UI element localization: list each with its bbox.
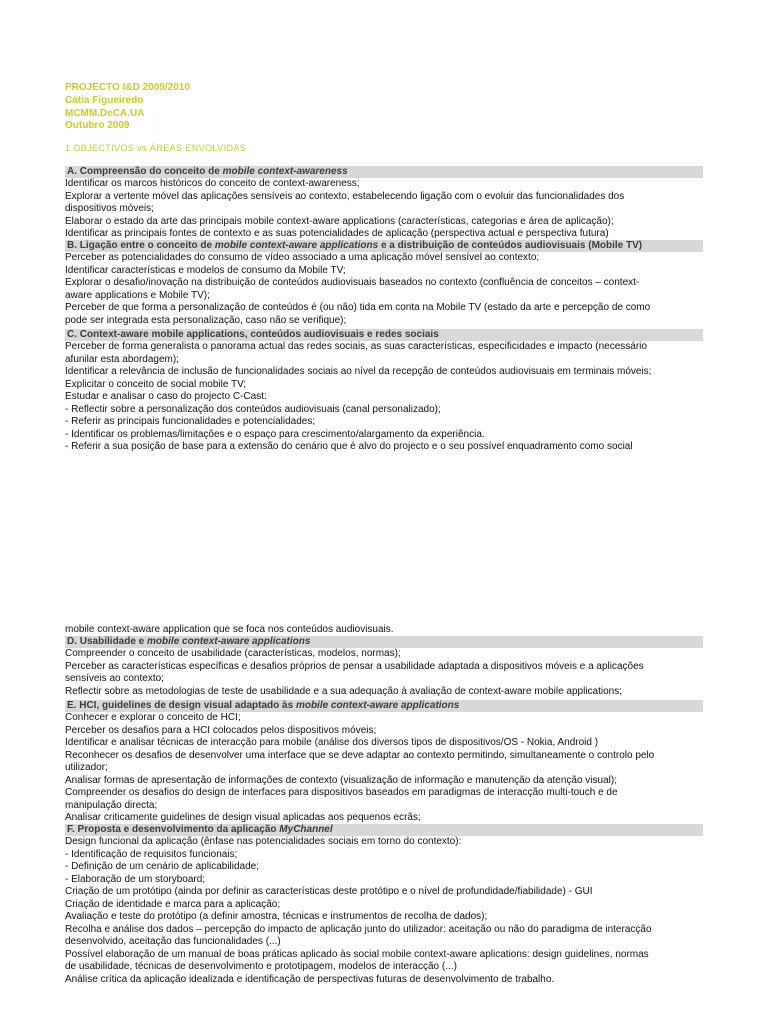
list-item: Perceber os desafios para a HCI colocados pelos dispositivos móveis; [65, 724, 377, 736]
project-title: PROJECTO I&D 2009/2010 [65, 82, 190, 93]
list-item: Explicitar o conceito de social mobile TV; [65, 378, 247, 390]
section-b-title: B. Ligação entre o conceito de mobile context-aware applications e a distribuição de conteúdos audiovisuais (Mobile TV) [65, 240, 703, 252]
section-c-title: C. Context-aware mobile applications, conteúdos audiovisuais e redes sociais [65, 329, 703, 341]
list-item: Perceber as potencialidades do consumo de vídeo associado a uma aplicação móvel sensível ao contexto; [65, 252, 540, 263]
section-d-title: D. Usabilidade e mobile context-aware applications [65, 636, 703, 648]
list-item: pode ser integrada esta personalização, caso não se verifique); [65, 314, 347, 326]
list-item: Reflectir sobre as metodologias de teste de usabilidade e a sua adequação à avaliação de context-aware mobile applications; [65, 685, 623, 697]
section-b-body [65, 252, 703, 327]
list-item: desenvolvido, aceitação das funcionalidades (...) [65, 936, 281, 947]
list-item: Identificar os marcos históricos do conceito de context-awareness; [65, 178, 360, 189]
section-e [65, 700, 703, 825]
section-a [65, 166, 703, 241]
list-item: Análise crítica da aplicação idealizada e identificação de perspectivas futuras de desenvolvimento de trabalho. [65, 973, 555, 985]
list-item: Compreender os desafios do design de interfaces para dispositivos baseados em paradigmas de interacção multi-touch e de [65, 787, 618, 798]
section-f [65, 824, 703, 986]
list-item: sensíveis ao contexto; [65, 673, 164, 684]
list-item: Criação de identidade e marca para a aplicação; [65, 898, 281, 910]
list-item: - Elaboração de um storyboard; [65, 873, 206, 885]
list-item: dispositivos móveis; [65, 203, 154, 214]
list-item: Identificar a relevância de inclusão de funcionalidades sociais ao nível da recepção de conteúdos audiovisuais em terminais móveis; [65, 366, 652, 377]
list-item: de usabilidade, técnicas de desenvolvimento e prototipagem, modelos de interacção (...) [65, 961, 457, 972]
list-item: afunilar esta abordagem); [65, 353, 179, 365]
list-item: Reconhecer os desafios de desenvolver uma interface que se deve adaptar ao contexto permitindo, simultaneamente o controlo pelo [65, 749, 655, 761]
list-item: Perceber de que forma a personalização de conteúdos é (ou não) tida em conta na Mobile TV (estado da arte e percepção de como [65, 302, 651, 313]
section-a-title: A. Compreensão do conceito de mobile context-awareness [65, 166, 703, 178]
list-item: Recolha e análise dos dados – percepção do impacto de aplicação junto do utilizador: aceitação ou não do paradigma de interacção [65, 923, 652, 935]
section-a-body [65, 178, 703, 241]
list-item: Identificar e analisar técnicas de interacção para mobile (análise dos diversos tipos de dispositivos/OS - Nokia, Android ) [65, 737, 599, 748]
list-item: Avaliação e teste do protótipo (a definir amostra, técnicas e instrumentos de recolha de dados); [65, 911, 488, 922]
list-item: manipulação directa; [65, 799, 158, 811]
section-c-continuation [65, 624, 703, 637]
list-item: Analisar formas de apresentação de informações de contexto (visualização de informação e manutenção da atenção visual); [65, 774, 617, 786]
list-item: Identificar as principais fontes de contexto e as suas potencialidades de aplicação (perspectiva actual e perspectiva futura) [65, 228, 609, 239]
section-e-body [65, 712, 703, 825]
list-item: Analisar criticamente guidelines de design visual aplicadas aos pequenos ecrãs; [65, 812, 421, 823]
list-item: Elaborar o estado da arte das principais mobile context-aware applications (características, categorias e área de aplicação); [65, 215, 614, 227]
section-f-body [65, 836, 703, 986]
program-name: MCMM.DeCA.UA [65, 108, 145, 119]
list-item: Explorar a vertente móvel das aplicações sensíveis ao contexto, estabelecendo ligação com o evoluir das funcionalidades dos [65, 190, 625, 202]
list-item: mobile context-aware application que se foca nos conteúdos audiovisuais. [65, 624, 394, 635]
list-item: - Referir a sua posição de base para a extensão do cenário que é alvo do projecto e o seu possível enquadramento como social [65, 441, 633, 452]
section-f-title: F. Proposta e desenvolvimento da aplicação MyChannel [65, 824, 703, 836]
list-item: Perceber as características específicas e desafios próprios de pensar a usabilidade adaptada a dispositivos móveis e a aplicações [65, 660, 644, 672]
objectives-title: 1 OBJECTIVOS vs ÁREAS ENVOLVIDAS [65, 143, 247, 153]
list-item: Criação de um protótipo (ainda por definir as características deste protótipo e o nível de profundidade/fiabilidade) - GUI [65, 886, 593, 897]
section-e-title: E. HCI, guidelines de design visual adaptado às mobile context-aware applications [65, 700, 703, 712]
list-item: Design funcional da aplicação (ênfase nas potencialidades sociais em torno do contexto): [65, 836, 462, 847]
list-item: - Reflectir sobre a personalização dos conteúdos audiovisuais (canal personalizado); [65, 403, 441, 415]
list-item: - Definição de um cenário de aplicabilidade; [65, 861, 260, 872]
section-c [65, 329, 703, 454]
author-name: Cátia Figueiredo [65, 95, 144, 106]
section-d [65, 636, 703, 698]
section-b [65, 240, 703, 327]
list-item: Possível elaboração de um manual de boas práticas aplicado às social mobile context-aware aplications: design guidelines, normas [65, 948, 649, 960]
list-item: Perceber de forma generalista o panorama actual das redes sociais, as suas características, especificidades e impacto (necessário [65, 341, 647, 352]
list-item: - Referir as principais funcionalidades e potencialidades; [65, 416, 316, 427]
section-d-body [65, 648, 703, 698]
list-item: Conhecer e explorar o conceito de HCI; [65, 712, 241, 723]
document-date: Outubro 2009 [65, 120, 130, 131]
list-item: Explorar o desafio/inovação na distribuição de conteúdos audiovisuais baseados no contexto (confluência de conceitos – context- [65, 277, 640, 288]
list-item: Estudar e analisar o caso do projecto C-Cast: [65, 391, 267, 402]
section-c-body [65, 341, 703, 454]
list-item: aware applications e Mobile TV); [65, 289, 210, 301]
list-item: - Identificar os problemas/limitações e o espaço para crescimento/alargamento da experiência. [65, 428, 485, 440]
list-item: Identificar características e modelos de consumo da Mobile TV; [65, 264, 346, 276]
list-item: - Identificação de requisitos funcionais; [65, 848, 238, 860]
list-item: Compreender o conceito de usabilidade (características, modelos, normas); [65, 648, 401, 659]
list-item: utilizador; [65, 762, 108, 773]
